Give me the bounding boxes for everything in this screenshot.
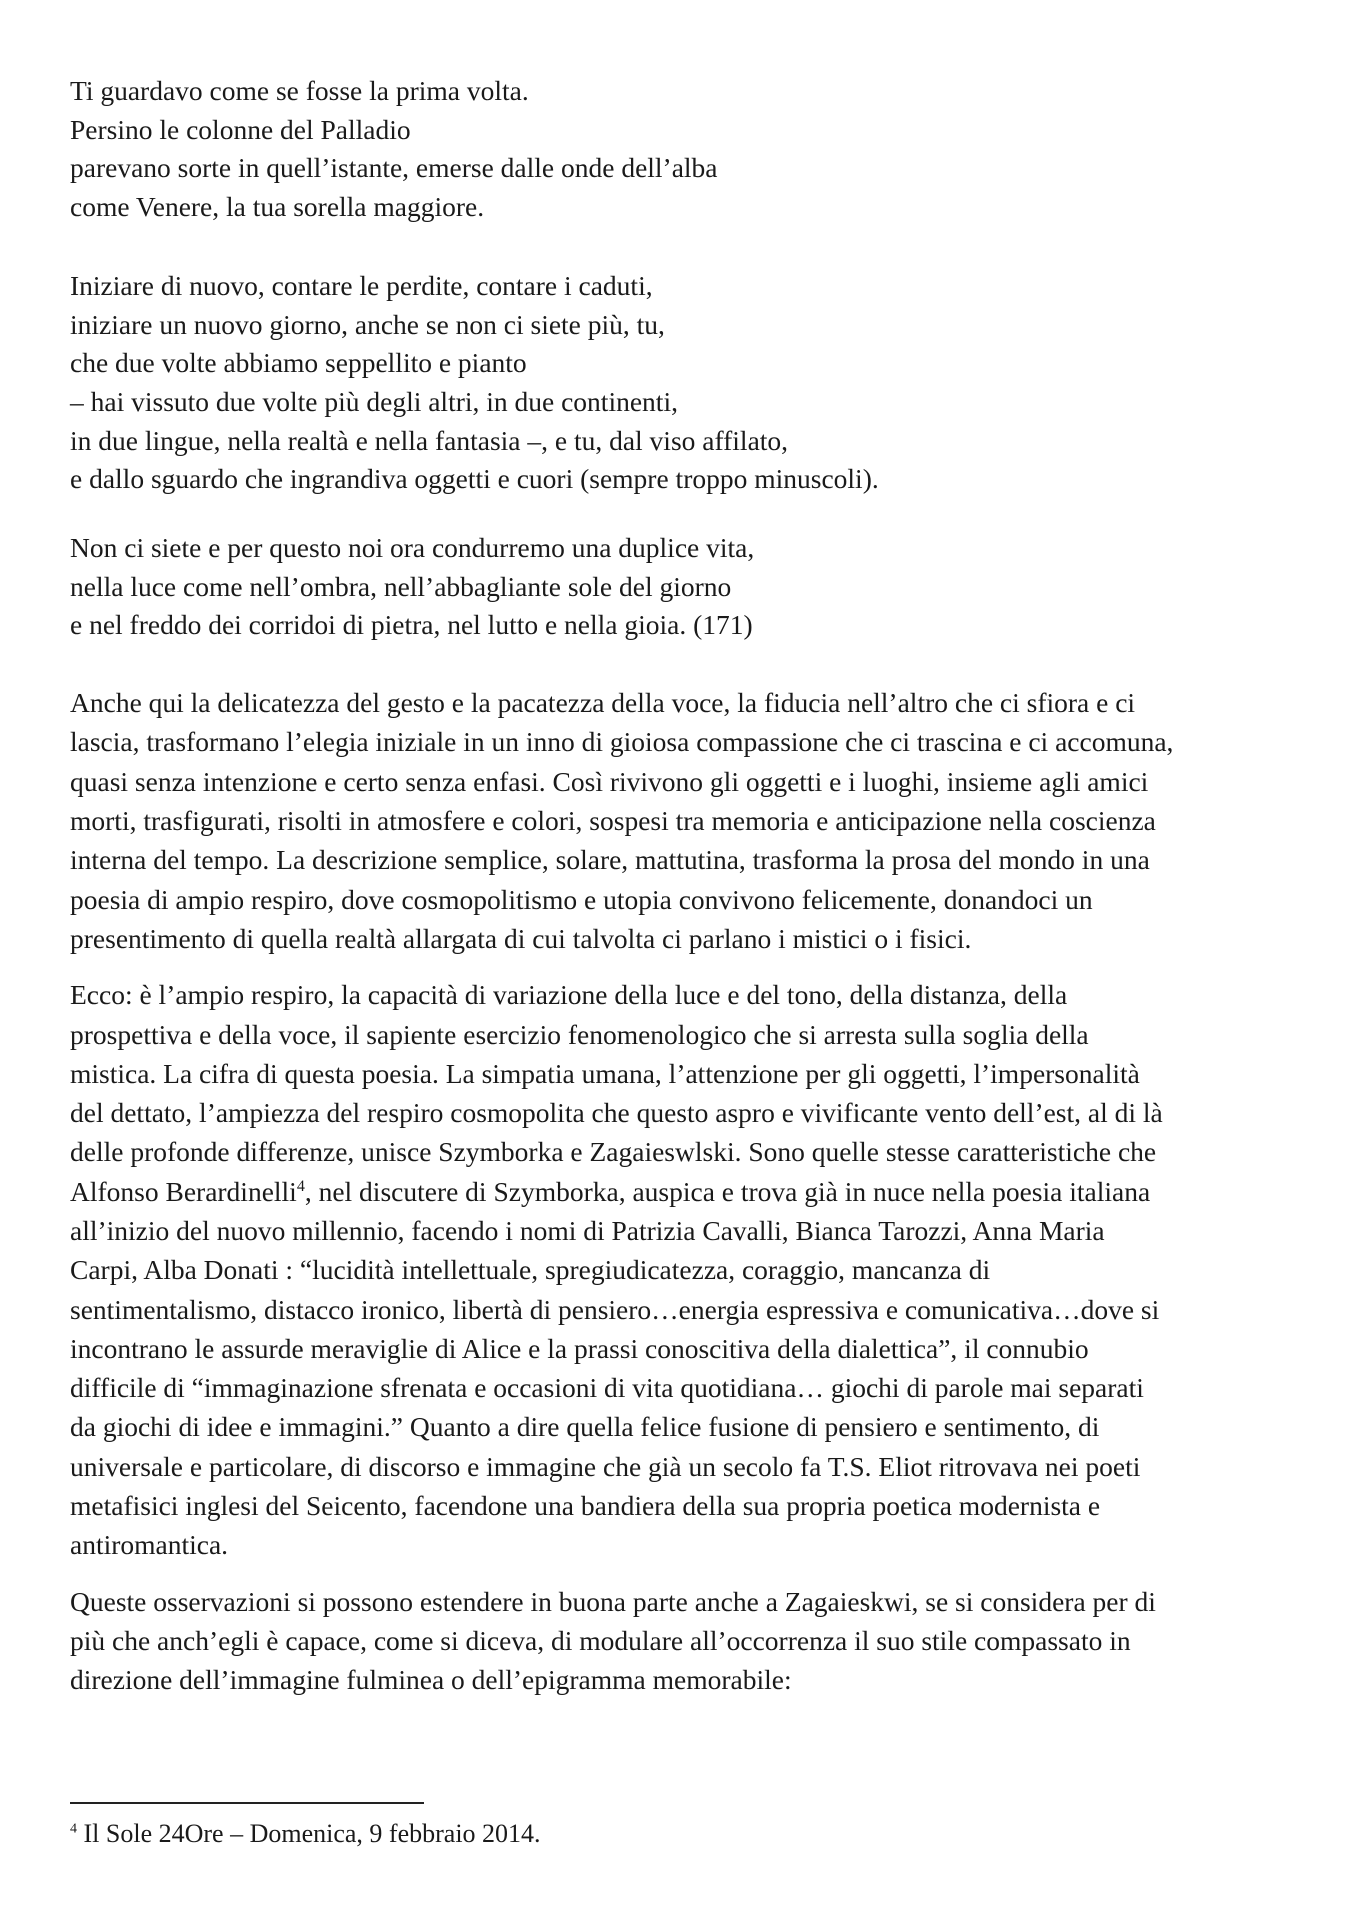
poem-line: come Venere, la tua sorella maggiore. [70, 191, 485, 223]
paragraph-line: universale e particolare, di discorso e immagine che già un secolo fa T.S. Eliot ritrovava nei poeti [70, 1450, 1141, 1482]
body-paragraph [70, 1582, 1300, 1700]
paragraph-line: difficile di “immaginazione sfrenata e occasioni di vita quotidiana… giochi di parole mai separati [70, 1372, 1144, 1404]
footnote-text: Il Sole 24Ore – Domenica, 9 febbraio 2014. [77, 1819, 541, 1848]
paragraph-line: direzione dell’immagine fulminea o dell’epigramma memorabile: [70, 1664, 792, 1696]
footnote-reference[interactable]: 4 [296, 1177, 305, 1195]
paragraph-line: incontrano le assurde meraviglie di Alice e la prassi conoscitiva della dialettica”, il connubio [70, 1332, 1089, 1364]
poem-stanza [70, 529, 1300, 645]
footnote [70, 1818, 541, 1850]
paragraph-line: poesia di ampio respiro, dove cosmopolitismo e utopia convivono felicemente, donandoci un [70, 883, 1093, 915]
poem-stanza [70, 267, 1300, 499]
poem-line: Iniziare di nuovo, contare le perdite, contare i caduti, [70, 269, 653, 301]
poem-line: nella luce come nell’ombra, nell’abbagliante sole del giorno [70, 570, 732, 602]
paragraph-line: metafisici inglesi del Seicento, facendone una bandiera della sua propria poetica modernista e [70, 1490, 1101, 1522]
poem-line: – hai vissuto due volte più degli altri, in due continenti, [70, 385, 678, 417]
poem-line: iniziare un nuovo giorno, anche se non ci siete più, tu, [70, 308, 665, 340]
body-paragraph [70, 975, 1300, 1564]
poem-line: in due lingue, nella realtà e nella fantasia –, e tu, dal viso affilato, [70, 424, 789, 456]
poem-line: e nel freddo dei corridoi di pietra, nel lutto e nella gioia. (171) [70, 609, 753, 641]
body-paragraph [70, 683, 1300, 958]
paragraph-line: sentimentalismo, distacco ironico, libertà di pensiero…energia espressiva e comunicativa…dove si [70, 1293, 1160, 1325]
author-name: Alfonso Berardinelli [70, 1175, 297, 1207]
paragraph-text: , nel discutere di Szymborka, auspica e trova già in nuce nella poesia italiana [304, 1175, 1151, 1207]
paragraph-line [70, 1172, 1300, 1211]
poem-line: che due volte abbiamo seppellito e pianto [70, 347, 527, 379]
paragraph-line: Queste osservazioni si possono estendere in buona parte anche a Zagaieskwi, se si considera per di [70, 1585, 1156, 1617]
paragraph-line: Carpi, Alba Donati : “lucidità intellettuale, spregiudicatezza, coraggio, mancanza di [70, 1254, 991, 1286]
paragraph-line: lascia, trasformano l’elegia iniziale in un inno di gioiosa compassione che ci trascina e ci accomuna, [70, 726, 1174, 758]
paragraph-line: prospettiva e della voce, il sapiente esercizio fenomenologico che si arresta sulla soglia della [70, 1018, 1089, 1050]
paragraph-line: morti, trasfigurati, risolti in atmosfere e colori, sospesi tra memoria e anticipazione nella coscienza [70, 805, 1156, 837]
poem-line: Non ci siete e per questo noi ora condurremo una duplice vita, [70, 532, 755, 564]
poem-line: e dallo sguardo che ingrandiva oggetti e cuori (sempre troppo minuscoli). [70, 463, 879, 495]
poem-stanza [70, 72, 1300, 227]
paragraph-line: del dettato, l’ampiezza del respiro cosmopolita che questo aspro e vivificante vento dell’est, al di là [70, 1097, 1163, 1129]
paragraph-line: Anche qui la delicatezza del gesto e la pacatezza della voce, la fiducia nell’altro che ci sfiora e ci [70, 687, 1136, 719]
paragraph-line: delle profonde differenze, unisce Szymborka e Zagaieswlski. Sono quelle stesse caratteristiche che [70, 1136, 1157, 1168]
paragraph-line: Ecco: è l’ampio respiro, la capacità di variazione della luce e del tono, della distanza, della [70, 979, 1068, 1011]
paragraph-line: più che anch’egli è capace, come si diceva, di modulare all’occorrenza il suo stile compassato in [70, 1624, 1131, 1656]
paragraph-line: mistica. La cifra di questa poesia. La simpatia umana, l’attenzione per gli oggetti, l’impersonalità [70, 1057, 1140, 1089]
paragraph-line: antiromantica. [70, 1529, 229, 1561]
poem-line: Persino le colonne del Palladio [70, 113, 411, 145]
footnote-number: 4 [70, 1821, 77, 1837]
footnote-divider [70, 1802, 424, 1804]
paragraph-line: da giochi di idee e immagini.” Quanto a dire quella felice fusione di pensiero e sentimento, di [70, 1411, 1100, 1443]
document-page [70, 72, 1300, 1700]
paragraph-line: quasi senza intenzione e certo senza enfasi. Così rivivono gli oggetti e i luoghi, insieme agli amici [70, 765, 1149, 797]
poem-line: parevano sorte in quell’istante, emerse dalle onde dell’alba [70, 152, 718, 184]
paragraph-line: presentimento di quella realtà allargata di cui talvolta ci parlano i mistici o i fisici. [70, 922, 972, 954]
paragraph-line: interna del tempo. La descrizione semplice, solare, mattutina, trasforma la prosa del mondo in una [70, 844, 1150, 876]
paragraph-line: all’inizio del nuovo millennio, facendo i nomi di Patrizia Cavalli, Bianca Tarozzi, Anna Maria [70, 1215, 1105, 1246]
poem-line: Ti guardavo come se fosse la prima volta. [70, 75, 529, 106]
